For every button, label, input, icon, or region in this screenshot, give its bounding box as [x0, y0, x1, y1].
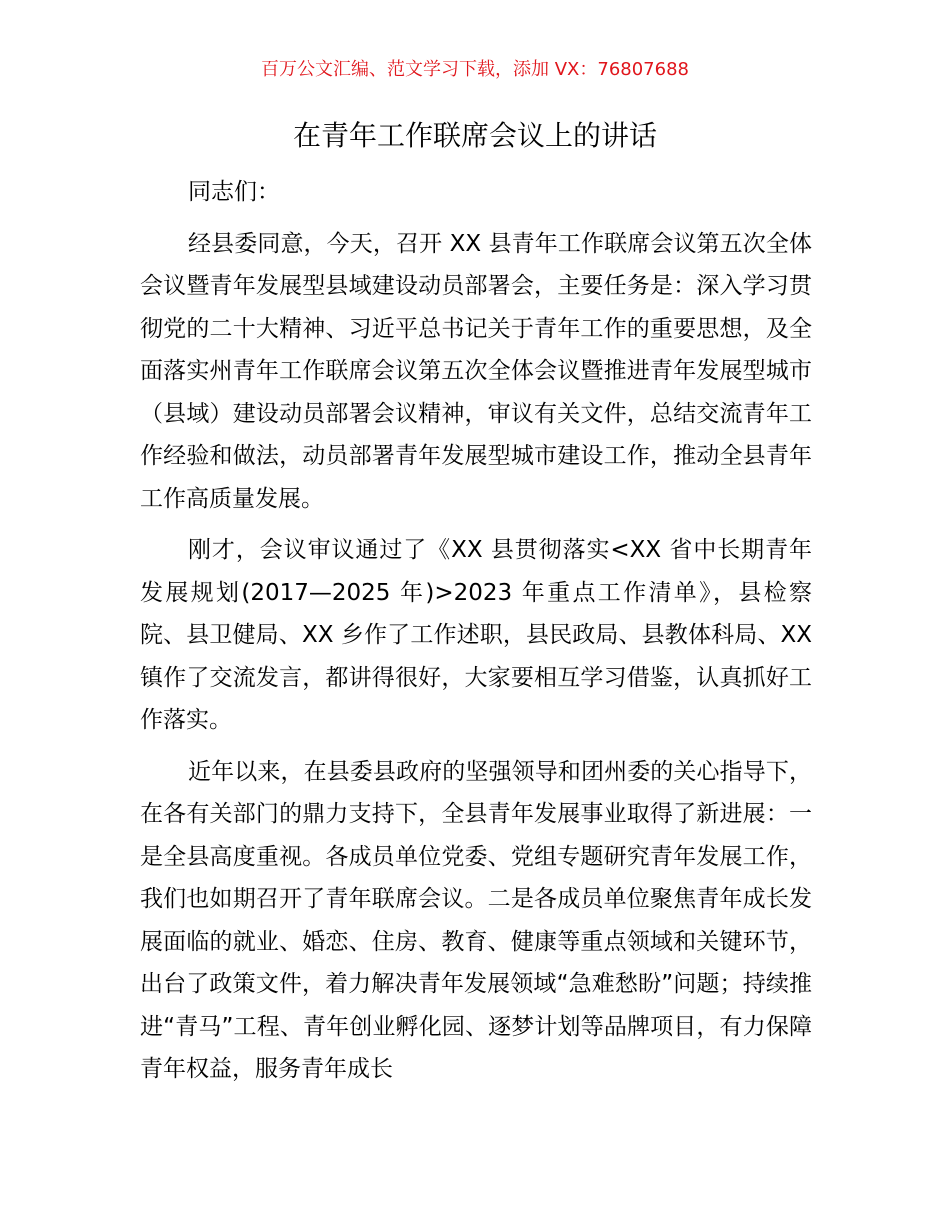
paragraph: 刚才，会议审议通过了《XX 县贯彻落实<XX 省中长期青年发展规划(2017—2025 年)>2023 年重点工作清单》，县检察院、县卫健局、XX 乡作了工作述职，县民政局、县教体科局、XX 镇作了交流发言，都讲得很好，大家要相互学习借鉴，认真抓好工作落实。	[140, 537, 812, 733]
salutation: 同志们：	[188, 179, 280, 205]
paragraph: 近年以来，在县委县政府的坚强领导和团州委的关心指导下，在各有关部门的鼎力支持下，全县青年发展事业取得了新进展：一是全县高度重视。各成员单位党委、党组专题研究青年发展工作，我们也如期召开了青年联席会议。二是各成员单位聚焦青年成长发展面临的就业、婚恋、住房、教育、健康等重点领域和关键环节，出台了政策文件，着力解决青年发展领域“急难愁盼”问题；持续推进“青马”工程、青年创业孵化园、逐梦计划等品牌项目，有力保障青年权益，服务青年成长	[140, 758, 812, 1082]
document-title: 在青年工作联席会议上的讲话	[292, 119, 657, 152]
document-body	[140, 171, 812, 1091]
paragraph: 经县委同意，今天，召开 XX 县青年工作联席会议第五次全体会议暨青年发展型县域建设动员部署会，主要任务是：深入学习贯彻党的二十大精神、习近平总书记关于青年工作的重要思想，及全面落实州青年工作联席会议第五次全体会议暨推进青年发展型城市（县域）建设动员部署会议精神，审议有关文件，总结交流青年工作经验和做法，动员部署青年发展型城市建设工作，推动全县青年工作高质量发展。	[140, 230, 812, 512]
watermark-text: 百万公文汇编、范文学习下载，添加 VX：76807688	[261, 59, 689, 80]
